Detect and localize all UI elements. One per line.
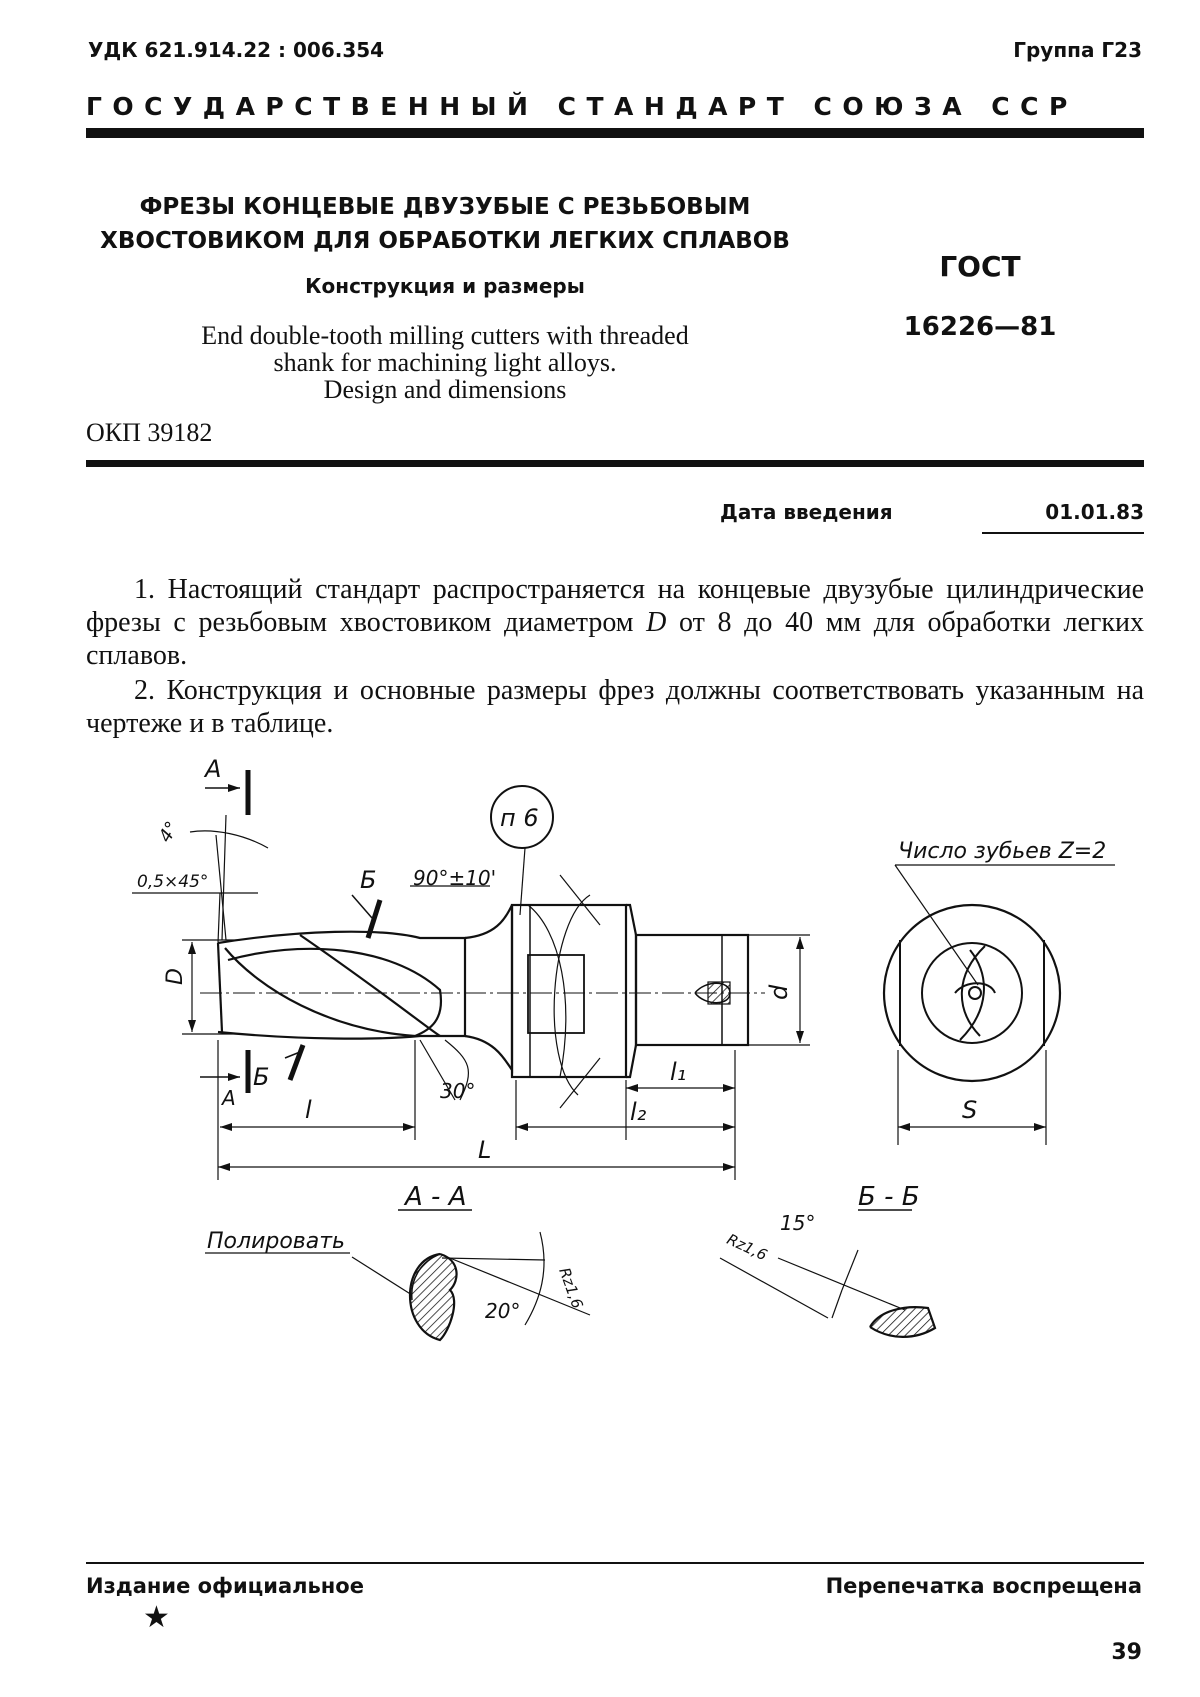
paragraph-1-variable: D (646, 607, 667, 638)
gost-label: ГОСТ (939, 250, 1021, 283)
collar-chamfer (626, 905, 636, 1077)
effective-date-value: 01.01.83 (982, 500, 1144, 534)
page-number: 39 (1111, 1640, 1142, 1665)
section-b-bottom-mark (290, 1045, 303, 1080)
title-line-2: ХВОСТОВИКОМ ДЛЯ ОБРАБОТКИ ЛЕГКИХ СПЛАВОВ (100, 228, 790, 254)
reprint-prohibited-note: Перепечатка воспрещена (825, 1574, 1142, 1598)
label-l1: l₁ (670, 1058, 687, 1086)
label-angle-30: 30° (440, 1079, 476, 1103)
label-polish: Полировать (207, 1229, 346, 1254)
paragraph-1-text-a: 1. Настоящий стандарт распространяется на концевые двузубые цилиндрические фрезы с резьбовым хвостовиком диаметром (86, 574, 1144, 638)
star-icon: ★ (143, 1600, 170, 1635)
label-chamfer: 0,5×45° (137, 872, 209, 892)
english-title-line-3: Design and dimensions (323, 375, 567, 404)
label-section-a-bottom: А (222, 1086, 236, 1110)
standard-subtitle: Конструкция и размеры (305, 274, 585, 298)
label-note-p6: п 6 (500, 804, 539, 832)
label-view-bb: Б - Б (858, 1182, 920, 1212)
paragraph-1-text-b: от 8 до 40 мм для обработки легких сплавов. (86, 607, 1144, 671)
paragraph-2-text: 2. Конструкция и основные размеры фрез должны соответствовать указанным на чертеже и в таблице. (86, 675, 1144, 739)
hex-collar (512, 905, 626, 1077)
label-section-a-top: А (205, 755, 222, 783)
group-code: Группа Г23 (1013, 38, 1142, 62)
threaded-shank (636, 935, 748, 1045)
label-d: d (765, 984, 793, 1000)
label-angle-90: 90°±10' (413, 866, 497, 890)
label-rz-aa: Rz1,6 (555, 1265, 587, 1311)
label-l2: l₂ (630, 1098, 647, 1126)
label-view-aa: А - А (405, 1182, 467, 1212)
footer-rule (86, 1562, 1144, 1564)
label-angle-4: 4° (154, 817, 184, 847)
cutter-tip (218, 943, 222, 1032)
flute-curve-1 (225, 948, 415, 1036)
label-L: L (478, 1136, 492, 1164)
okp-code: ОКП 39182 (86, 418, 213, 447)
label-section-b-top: Б (360, 866, 377, 894)
flute-curve-3 (300, 935, 440, 1036)
state-standard-heading: ГОСУДАРСТВЕННЫЙ СТАНДАРТ СОЮЗА ССР (86, 92, 1078, 121)
label-D: D (163, 968, 188, 985)
end-view-outer-circle (884, 905, 1060, 1081)
end-view (884, 865, 1115, 1145)
udk-code: УДК 621.914.22 : 006.354 (88, 38, 385, 62)
label-teeth-count: Число зубьев Z=2 (898, 839, 1107, 864)
label-rz-bb: Rz1,6 (724, 1230, 770, 1265)
neck (465, 905, 512, 1070)
label-S: S (962, 1096, 978, 1124)
label-section-b-bottom: Б (253, 1063, 270, 1091)
gost-number: 16226—81 (903, 312, 1057, 342)
official-edition-note: Издание официальное (86, 1574, 364, 1598)
english-title-line-1: End double-tooth milling cutters with threaded (201, 321, 689, 350)
english-title-line-2: shank for machining light alloys. (273, 348, 617, 377)
section-bb (720, 1210, 935, 1337)
effective-date-label: Дата введения (720, 500, 893, 524)
label-angle-20: 20° (485, 1299, 521, 1323)
flute-curve-2 (228, 949, 441, 1036)
label-l: l (305, 1096, 312, 1124)
label-angle-15: 15° (780, 1211, 816, 1235)
title-line-1: ФРЕЗЫ КОНЦЕВЫЕ ДВУЗУБЫЕ С РЕЗЬБОВЫМ (139, 194, 751, 220)
side-view (132, 770, 810, 1180)
